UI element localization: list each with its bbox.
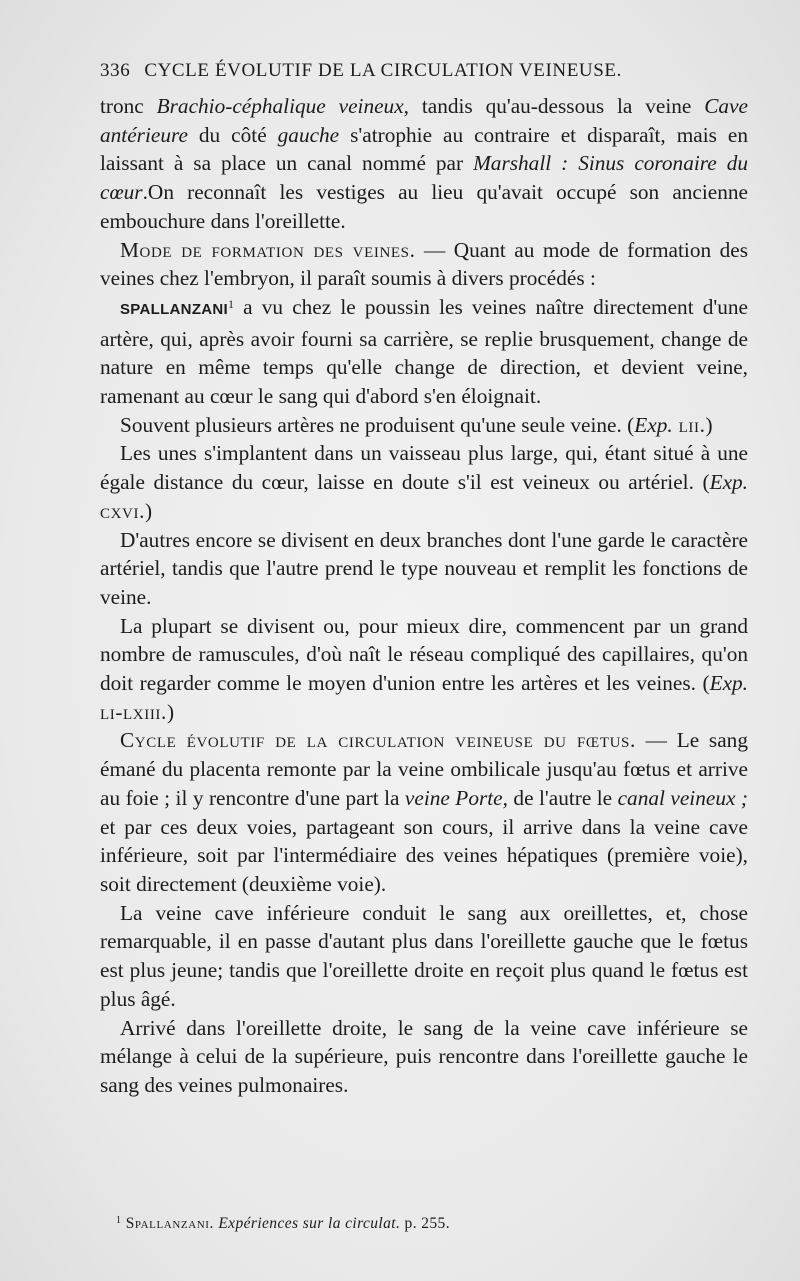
paragraph-10: Arrivé dans l'oreillette droite, le sang de la veine cave inférieure se mélange à celui de la supérieure, puis rencontre dans l'oreillette gauche le sang des veines pulmonaires. <box>100 1015 748 1097</box>
page-number: 336 <box>100 60 131 81</box>
paragraph-mode-de-formation: Mode de formation des veines. — Quant au mode de formation des veines chez l'embryon, il paraît soumis à divers procédés : <box>100 237 748 291</box>
paragraph-cycle-evolutif: Cycle évolutif de la circulation veineuse du fœtus. — Le sang émané du placenta remonte par la veine ombilicale jusqu'au fœtus et arrive au foie ; il y rencontre d'une part la veine Porte, de l'autre le canal veineux ; et par ces deux voies, partageant son cours, il arrive dans la veine cave inférieure, soit par l'intermédiaire des veines hépatiques (première voie), soit directement (deuxième voie). <box>100 728 748 896</box>
paragraph-1: tronc Brachio-céphalique veineux, tandis qu'au-dessous la veine Cave antérieure du côté gauche s'atrophie au contraire et disparaît, mais en laissant à sa place un canal nommé par Marshall : Sinus coronaire du cœur.On reconnaît les vestiges au lieu qu'avait occupé son ancienne embouchure dans l'oreillette. <box>100 94 748 233</box>
page-body <box>100 92 748 1100</box>
paragraph-6: D'autres encore se divisent en deux branches dont l'une garde le caractère artériel, tandis que l'autre prend le type nouveau et remplit les fonctions de veine. <box>100 527 748 609</box>
footnote <box>116 1215 716 1233</box>
paragraph-7: La plupart se divisent ou, pour mieux dire, commencent par un grand nombre de ramuscules, d'où naît le réseau compliqué des capillaires, qu'on doit regarder comme le moyen d'union entre les artères et les veines. (Exp. li-lxiii.) <box>100 613 748 724</box>
footnote-ref: 1 <box>228 296 235 311</box>
section-heading: Mode de formation des veines. <box>120 237 416 262</box>
footnote-title: Expériences sur la circulat. <box>218 1215 401 1232</box>
running-header <box>100 60 700 82</box>
running-title: CYCLE ÉVOLUTIF DE LA CIRCULATION VEINEUSE. <box>144 60 622 81</box>
paragraph-5: Les unes s'implantent dans un vaisseau plus large, qui, étant situé à une égale distance du cœur, laisse en doute s'il est veineux ou artériel. (Exp. cxvi.) <box>100 441 748 523</box>
paragraph-4: Souvent plusieurs artères ne produisent qu'une seule veine. (Exp. lii.) <box>120 412 713 437</box>
paragraph-spallanzani: SPALLANZANI$^1$ a vu chez le poussin les veines naître directement d'une artère, qui, après avoir fourni sa carrière, se replie brusquement, change de nature en même temps qu'elle change de direction, et devient veine, ramenant au cœur le sang qui d'abord s'en éloignait. <box>100 294 748 409</box>
author-name: SPALLANZANI <box>120 300 229 318</box>
section-heading: Cycle évolutif de la circulation veineuse du fœtus. <box>120 728 636 753</box>
paragraph-9: La veine cave inférieure conduit le sang aux oreillettes, et, chose remarquable, il en passe d'autant plus dans l'oreillette gauche que le fœtus est plus jeune; tandis que l'oreillette droite en reçoit plus quand le fœtus est plus âgé. <box>100 900 748 1011</box>
footnote-author: Spallanzani. <box>125 1215 215 1232</box>
footnote-page: p. 255. <box>400 1215 450 1232</box>
footnote-marker: 1 <box>116 1215 122 1226</box>
